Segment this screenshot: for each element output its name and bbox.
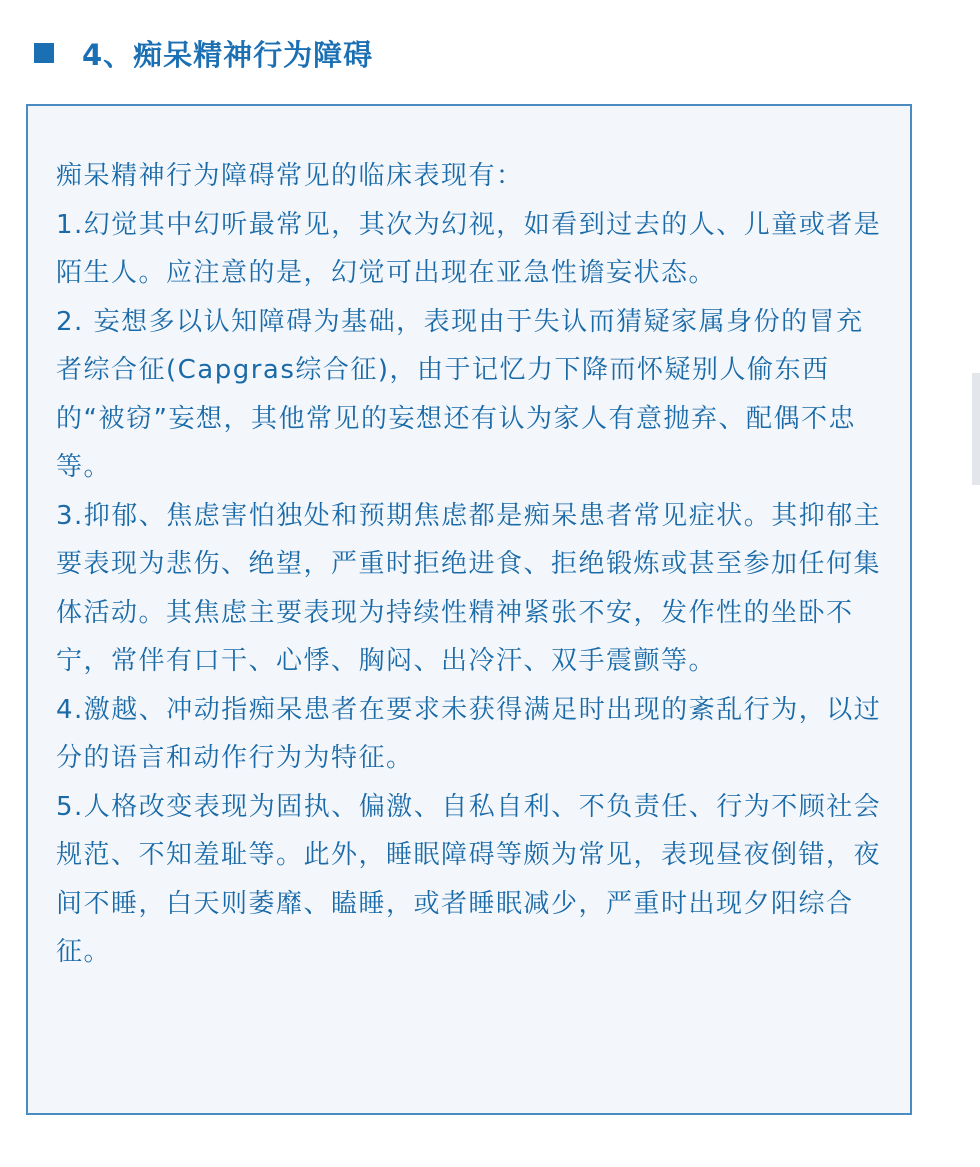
content-box: [26, 104, 912, 1115]
paragraph-hallucination: 1.幻觉其中幻听最常见，其次为幻视，如看到过去的人、儿童或者是陌生人。应注意的是，幻觉可出现在亚急性谵妄状态。: [56, 209, 882, 288]
paragraph-agitation: 4.激越、冲动指痴呆患者在要求未获得满足时出现的紊乱行为，以过分的语言和动作行为为特征。: [56, 694, 882, 773]
paragraph-personality-change: 5.人格改变表现为固执、偏激、自私自利、不负责任、行为不顾社会规范、不知羞耻等。此外，睡眠障碍等颇为常见，表现昼夜倒错，夜间不睡，白天则萎靡、瞌睡，或者睡眠减少，严重时出现夕阳综合征。: [56, 791, 882, 967]
content-text: [56, 152, 886, 977]
paragraph-depression-anxiety: 3.抑郁、焦虑害怕独处和预期焦虑都是痴呆患者常见症状。其抑郁主要表现为悲伤、绝望，严重时拒绝进食、拒绝锻炼或甚至参加任何集体活动。其焦虑主要表现为持续性精神紧张不安，发作性的坐卧不宁，常伴有口干、心悸、胸闷、出冷汗、双手震颤等。: [56, 500, 882, 676]
intro-text: 痴呆精神行为障碍常见的临床表现有：: [56, 161, 524, 191]
section-title: 4、痴呆精神行为障碍: [82, 37, 374, 72]
section-header: [34, 28, 373, 78]
paragraph-delusion: 2. 妄想多以认知障碍为基础，表现由于失认而猜疑家属身份的冒充者综合征(Capgras综合征)，由于记忆力下降而怀疑别人偷东西的“被窃”妄想，其他常见的妄想还有认为家人有意抛弃、配偶不忠等。: [56, 306, 864, 482]
scrollbar-thumb[interactable]: [972, 373, 980, 485]
square-bullet-icon: [34, 43, 54, 63]
